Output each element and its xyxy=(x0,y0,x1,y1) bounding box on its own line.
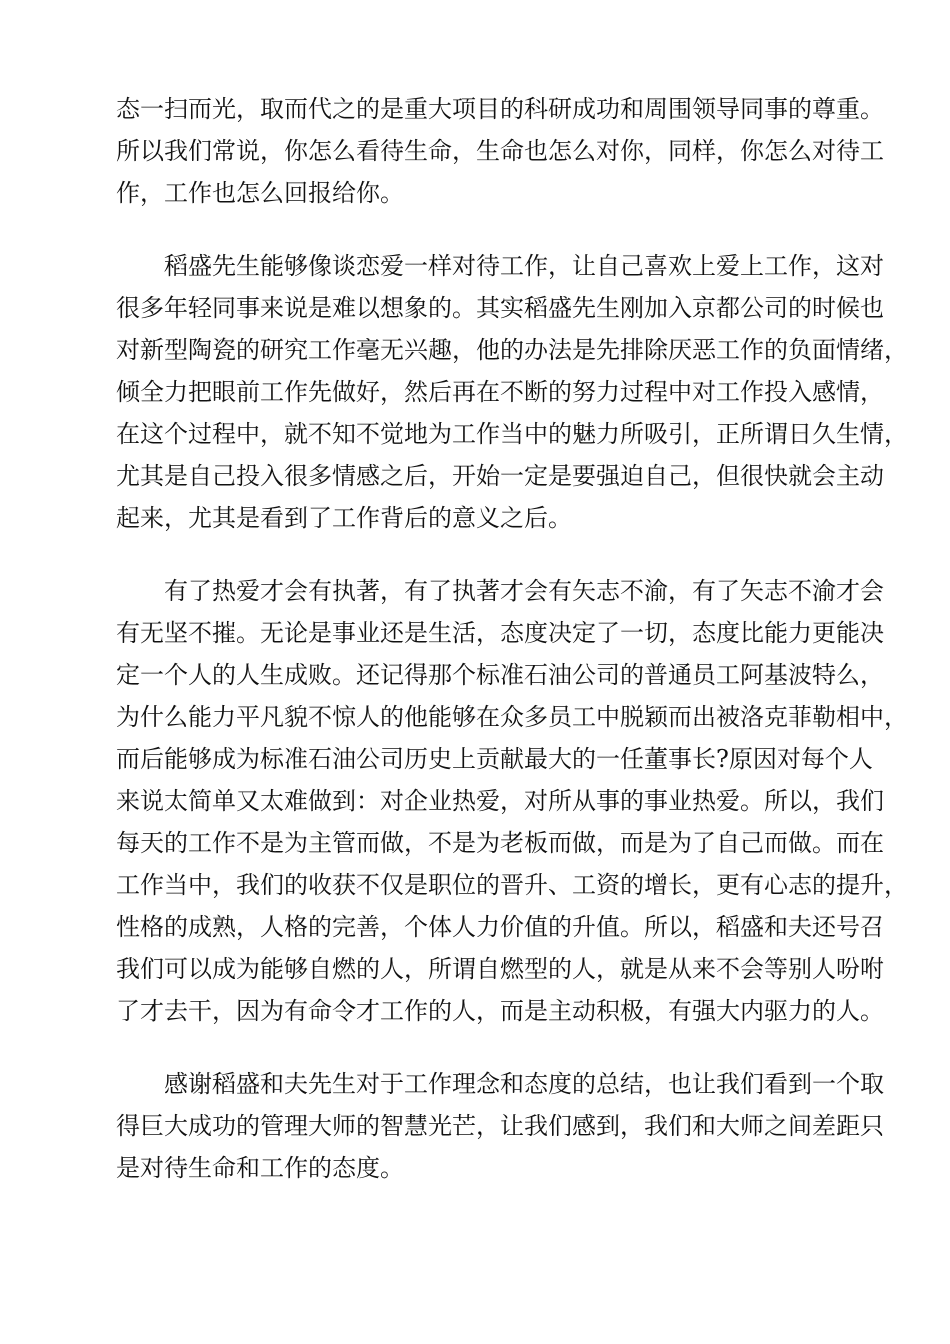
text-line: 来说太简单又太难做到：对企业热爱，对所从事的事业热爱。所以，我们 xyxy=(116,787,884,815)
text-line: 尤其是自己投入很多情感之后，开始一定是要强迫自己，但很快就会主动 xyxy=(116,462,884,490)
text-line: 我们可以成为能够自燃的人，所谓自燃型的人，就是从来不会等别人吩咐 xyxy=(116,955,884,983)
text-line: 在这个过程中，就不知不觉地为工作当中的魅力所吸引，正所谓日久生情， xyxy=(116,420,908,448)
text-line: 了才去干，因为有命令才工作的人，而是主动积极，有强大内驱力的人。 xyxy=(116,997,884,1025)
text-line: 是对待生命和工作的态度。 xyxy=(116,1154,404,1182)
text-line: 工作当中，我们的收获不仅是职位的晋升、工资的增长，更有心志的提升， xyxy=(116,871,908,899)
text-line: 每天的工作不是为主管而做，不是为老板而做，而是为了自己而做。而在 xyxy=(116,829,884,857)
paragraph-1 xyxy=(116,88,884,214)
document-body xyxy=(116,88,908,1189)
paragraph-4 xyxy=(116,1063,884,1189)
paragraph-2 xyxy=(116,245,908,539)
text-line: 所以我们常说，你怎么看待生命，生命也怎么对你，同样，你怎么对待工 xyxy=(116,137,884,165)
text-line: 对新型陶瓷的研究工作毫无兴趣，他的办法是先排除厌恶工作的负面情绪， xyxy=(116,336,908,364)
text-line: 很多年轻同事来说是难以想象的。其实稻盛先生刚加入京都公司的时候也 xyxy=(116,294,884,322)
text-line: 有无坚不摧。无论是事业还是生活，态度决定了一切，态度比能力更能决 xyxy=(116,619,884,647)
text-line: 作，工作也怎么回报给你。 xyxy=(116,179,404,207)
text-line: 态一扫而光，取而代之的是重大项目的科研成功和周围领导同事的尊重。 xyxy=(116,95,884,123)
text-line: 为什么能力平凡貌不惊人的他能够在众多员工中脱颖而出被洛克菲勒相中， xyxy=(116,703,908,731)
text-line: 感谢稻盛和夫先生对于工作理念和态度的总结，也让我们看到一个取 xyxy=(164,1070,884,1098)
text-line: 得巨大成功的管理大师的智慧光芒，让我们感到，我们和大师之间差距只 xyxy=(116,1112,884,1140)
text-line: 而后能够成为标准石油公司历史上贡献最大的一任董事长?原因对每个人 xyxy=(116,745,873,773)
text-line: 倾全力把眼前工作先做好，然后再在不断的努力过程中对工作投入感情， xyxy=(116,378,884,406)
text-line: 有了热爱才会有执著，有了执著才会有矢志不渝，有了矢志不渝才会 xyxy=(164,577,884,605)
text-line: 稻盛先生能够像谈恋爱一样对待工作，让自己喜欢上爱上工作，这对 xyxy=(164,252,884,280)
text-line: 定一个人的人生成败。还记得那个标准石油公司的普通员工阿基波特么， xyxy=(116,661,884,689)
text-line: 起来，尤其是看到了工作背后的意义之后。 xyxy=(116,504,572,532)
paragraph-3 xyxy=(116,570,908,1032)
text-line: 性格的成熟，人格的完善，个体人力价值的升值。所以，稻盛和夫还号召 xyxy=(116,913,884,941)
